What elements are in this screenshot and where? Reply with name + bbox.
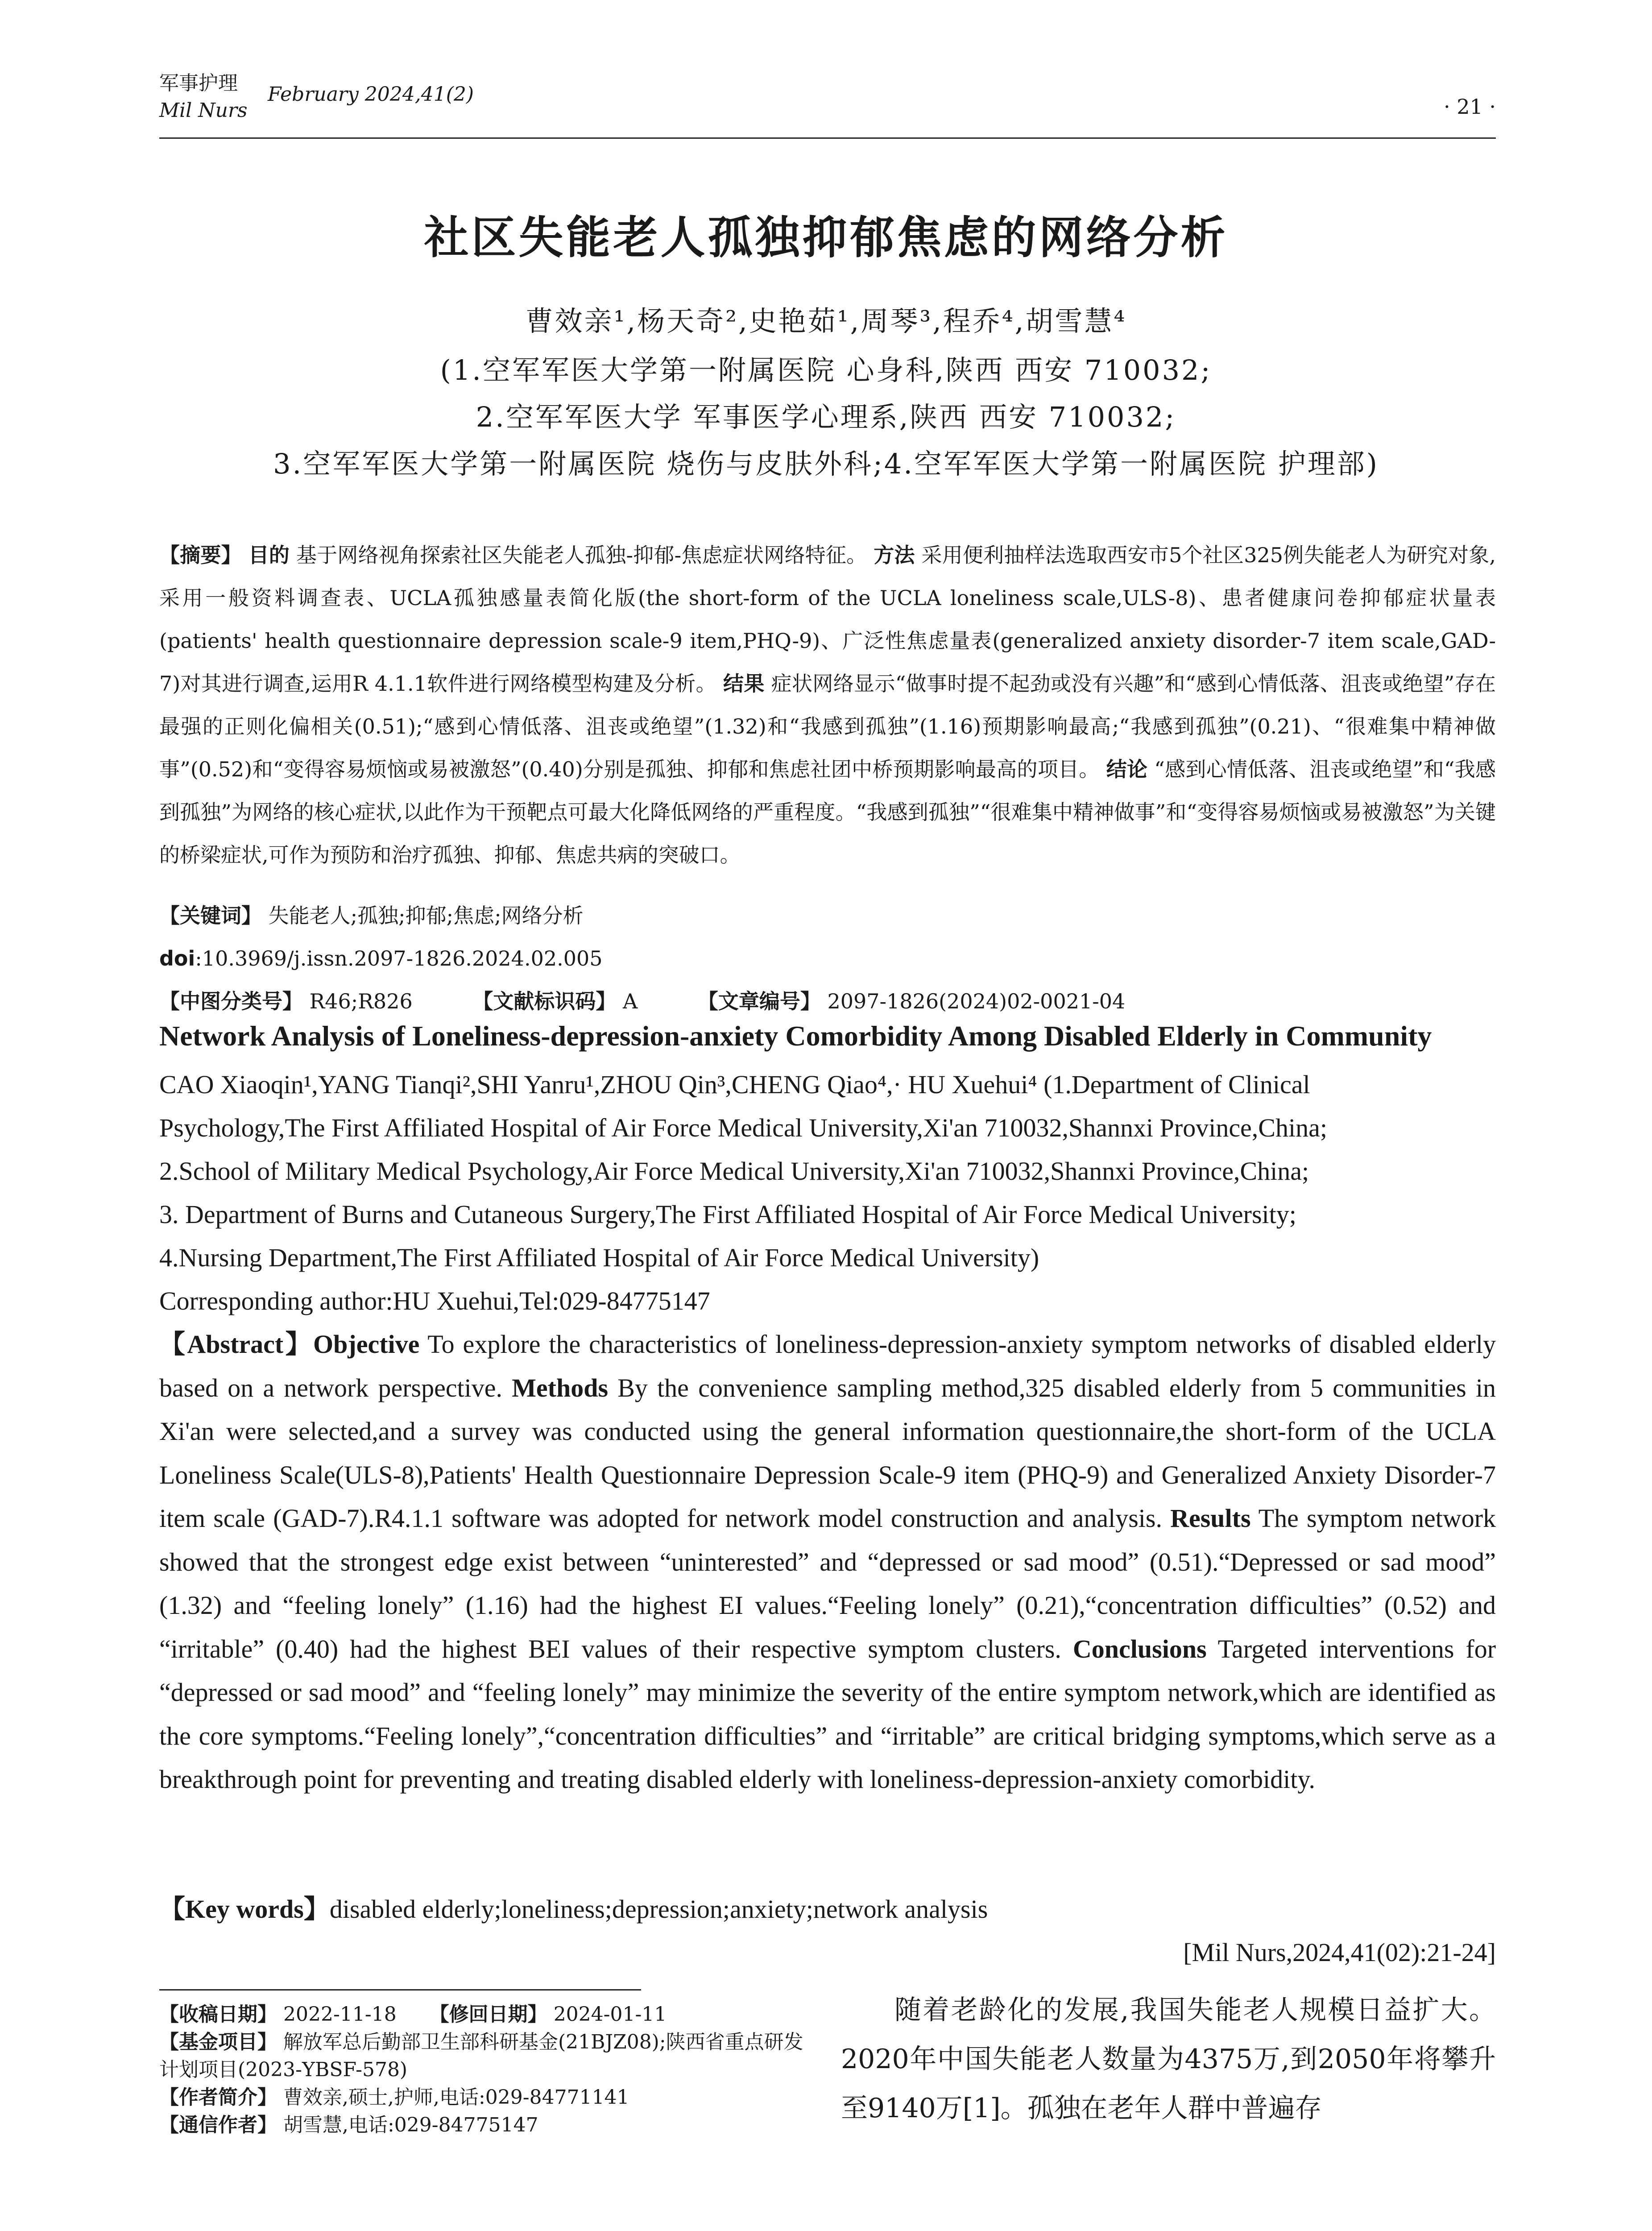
author-bio-label: 【作者简介】 [159,2086,277,2109]
doi-text: :10.3969/j.issn.2097-1826.2024.02.005 [195,946,603,970]
objective-text-cn: 基于网络视角探索社区失能老人孤独-抑郁-焦虑症状网络特征。 [296,543,867,567]
revised-label: 【修回日期】 [429,2003,547,2026]
author-en-line-5: 4.Nursing Department,The First Affiliated Hospital of Air Force Medical University) [159,1243,1039,1272]
results-text-en: The symptom network showed that the strongest edge exist between “uninterested” and “depressed or sad mood” (0.51).“Depressed or sad mood” (1.32) and “feeling lonely” (1.16) had the highest EI values.“Feeling lonely” (0.21),“concentration difficulties” (0.52) and “irritable” (0.40) had the highest BEI values of their respective symptom clusters. [159,1504,1496,1663]
author-en-line-1: CAO Xiaoqin¹,YANG Tianqi²,SHI Yanru¹,ZHOU Qin³,CHENG Qiao⁴,· HU Xuehui⁴ (1.Department of Clinical [159,1070,1310,1099]
objective-text-en: To explore the characteristics of loneliness-depression-anxiety symptom networks of disabled elderly based on a network perspective. [159,1330,1496,1402]
abstract-en-label: 【Abstract】 [159,1330,314,1359]
article-no-value: 2097-1826(2024)02-0021-04 [827,989,1126,1013]
conclusion-label-cn: 结论 [1106,757,1148,781]
fund-label: 【基金项目】 [159,2031,277,2053]
header-rule [159,137,1496,139]
abstract-cn [159,534,1496,876]
doi-label: doi [159,946,195,970]
conclusions-text-en: Targeted interventions for “depressed or sad mood” and “feeling lonely” may minimize the severity of the entire symptom network,which are identified as the core symptoms.“Feeling lonely”,“concentration difficulties” and “irritable” are critical bridging symptoms,which serve as a breakthrough point for preventing and treating disabled elderly with loneliness-depression-anxiety comorbidity. [159,1634,1496,1794]
fund-text: 解放军总后勤部卫生部科研基金(21BJZ08);陕西省重点研发计划项目(2023-YBSF-578) [159,2031,803,2081]
affiliation-cn-2: 2.空军军医大学 军事医学心理系,陕西 西安 710032; [476,401,1176,433]
page-title: 社区失能老人孤独抑郁焦虑的网络分析 [424,211,1228,264]
received-label: 【收稿日期】 [159,2003,277,2026]
author-en-line-4: 3. Department of Burns and Cutaneous Surgery,The First Affiliated Hospital of Air Force Medical University; [159,1200,1296,1229]
doc-code-label: 【文献标识码】 [472,989,617,1013]
revised-date: 2024-01-11 [553,2003,667,2026]
objective-label-cn: 目的 [248,543,290,567]
results-label-en: Results [1170,1504,1251,1533]
methods-label-cn: 方法 [874,543,915,567]
authors-cn: 曹效亲¹,杨天奇²,史艳茹¹,周琴³,程乔⁴,胡雪慧⁴ [525,305,1127,337]
results-text-cn: 症状网络显示“做事时提不起劲或没有兴趣”和“感到心情低落、沮丧或绝望”存在最强的正则化偏相关(0.51);“感到心情低落、沮丧或绝望”(1.32)和“我感到孤独”(1.16)预期影响最高;“我感到孤独”(0.21)、“很难集中精神做事”(0.52)和“变得容易烦恼或易被激怒”(0.40)分别是孤独、抑郁和焦虑社团中桥预期影响最高的项目。 [159,672,1496,781]
methods-label-en: Methods [512,1373,609,1402]
classification-line [159,980,1496,1023]
conclusion-text-cn: “感到心情低落、沮丧或绝望”和“我感到孤独”为网络的核心症状,以此作为干预靶点可最大化降低网络的严重程度。“我感到孤独”“很难集中精神做事”和“变得容易烦恼或易被激怒”为关键的桥梁症状,可作为预防和治疗孤独、抑郁、焦虑共病的突破口。 [159,757,1496,867]
article-no-label: 【文章编号】 [697,989,821,1013]
page-number: · 21 · [1443,95,1496,119]
issue-info: February 2024,41(2) [268,83,474,106]
clc-label: 【中图分类号】 [159,989,303,1013]
keywords-en-text: disabled elderly;loneliness;depression;anxiety;network analysis [329,1895,988,1924]
corr-text: 胡雪慧,电话:029-84775147 [283,2114,538,2136]
author-en-line-3: 2.School of Military Medical Psychology,Air Force Medical University,Xi'an 710032,Shannxi Province,China; [159,1157,1309,1186]
footnote-dates [159,2001,820,2028]
footnote-corr [159,2111,820,2139]
corresponding-author: Corresponding author:HU Xuehui,Tel:029-84775147 [159,1286,710,1315]
author-en-line-2: Psychology,The First Affiliated Hospital of Air Force Medical University,Xi'an 710032,Shannxi Province,China; [159,1113,1327,1142]
keywords-cn-label: 【关键词】 [159,904,262,928]
author-bio-text: 曹效亲,硕士,护师,电话:029-84771141 [283,2086,629,2109]
abstract-cn-label: 【摘要】 [159,543,242,567]
methods-text-cn: 采用便利抽样法选取西安市5个社区325例失能老人为研究对象,采用一般资料调查表、UCLA孤独感量表简化版(the short-form of the UCLA loneliness scale,ULS-8)、患者健康问卷抑郁症状量表(patients' health questionnaire depression scale-9 item,PHQ-9)、广泛性焦虑量表(generalized anxiety disorder-7 item scale,GAD-7)对其进行调查,运用R 4.1.1软件进行网络模型构建及分析。 [159,543,1496,696]
clc-value: R46;R826 [309,989,413,1013]
corr-label: 【通信作者】 [159,2114,277,2136]
results-label-cn: 结果 [723,672,765,696]
footnote-rule [159,1989,641,1990]
objective-label-en: Objective [313,1330,420,1359]
journal-name-en: Mil Nurs [159,99,248,122]
journal-name-cn: 军事护理 [159,72,238,95]
footnote-fund [159,2028,820,2084]
citation: [Mil Nurs,2024,41(02):21-24] [1183,1938,1496,1967]
keywords-cn [159,894,1496,937]
methods-text-en: By the convenience sampling method,325 disabled elderly from 5 communities in Xi'an were selected,and a survey was conducted using the general information questionnaire,the short-form of the UCLA Loneliness Scale(ULS-8),Patients' Health Questionnaire Depression Scale-9 item (PHQ-9) and Generalized Anxiety Disorder-7 item scale (GAD-7).R4.1.1 software was adopted for network model construction and analysis. [159,1373,1496,1533]
keywords-cn-text: 失能老人;孤独;抑郁;焦虑;网络分析 [268,904,584,928]
doc-code-value: A [622,989,638,1013]
doi-line [159,937,1496,980]
abstract-en [159,1323,1496,1801]
title-en: Network Analysis of Loneliness-depression-anxiety Comorbidity Among Disabled Elderly in Community [159,1020,1432,1052]
affiliation-cn-1: (1.空军军医大学第一附属医院 心身科,陕西 西安 710032; [440,354,1212,386]
conclusions-label-en: Conclusions [1072,1634,1207,1663]
keywords-en-label: 【Key words】 [159,1895,330,1924]
received-date: 2022-11-18 [283,2003,397,2026]
body-paragraph: 随着老龄化的发展,我国失能老人规模日益扩大。2020年中国失能老人数量为4375万,到2050年将攀升至9140万[1]。孤独在老年人群中普遍存 [841,1995,1496,2124]
keywords-en [159,1887,1496,1931]
footnote-author [159,2084,820,2111]
affiliation-cn-3: 3.空军军医大学第一附属医院 烧伤与皮肤外科;4.空军军医大学第一附属医院 护理部) [273,448,1379,480]
